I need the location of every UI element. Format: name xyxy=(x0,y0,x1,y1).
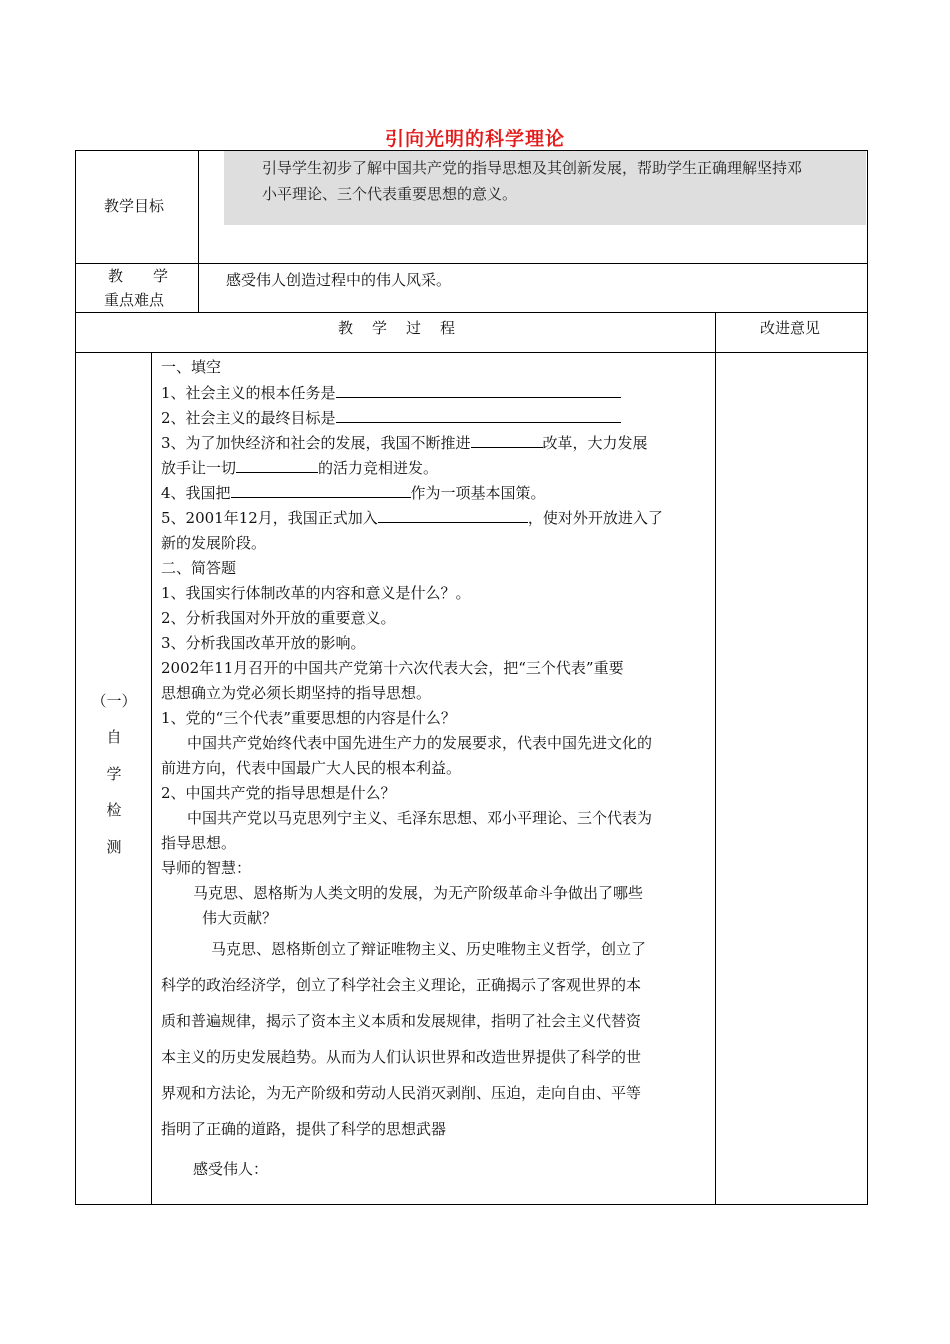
short-question-3: 3、分析我国改革开放的影响。 xyxy=(161,634,366,652)
mentor-question-line-2: 伟大贡献？ xyxy=(202,909,278,927)
section-label-number: （一） xyxy=(91,692,137,710)
key-label-line-1: 教 学 xyxy=(108,267,169,285)
feel-heading: 感受伟人： xyxy=(193,1160,269,1178)
fill-question-3 xyxy=(161,432,648,453)
mentor-heading: 导师的智慧： xyxy=(161,859,252,877)
qa-question-1: 1、党的“三个代表”重要思想的内容是什么？ xyxy=(161,709,456,727)
answer-blank[interactable] xyxy=(378,508,528,523)
key-label-line-2: 重点难点 xyxy=(104,291,165,309)
mentor-answer-line-4: 本主义的历史发展趋势。从而为人们认识世界和改造世界提供了科学的世 xyxy=(161,1048,642,1066)
improve-header: 改进意见 xyxy=(760,319,821,337)
section-label-char-4: 测 xyxy=(106,838,122,856)
mentor-answer-line-5: 界观和方法论，为无产阶级和劳动人民消灭剥削、压迫，走向自由、平等 xyxy=(161,1084,642,1102)
answer-blank[interactable] xyxy=(236,458,318,473)
mentor-answer-line-6: 指明了正确的道路，提供了科学的思想武器 xyxy=(161,1120,447,1138)
goal-text-box xyxy=(224,151,866,225)
qa-answer-1-line-2: 前进方向，代表中国最广大人民的根本利益。 xyxy=(161,759,462,777)
key-text: 感受伟人创造过程中的伟人风采。 xyxy=(226,271,452,289)
fill-question-5 xyxy=(161,507,663,528)
mentor-answer-line-3: 质和普遍规律，揭示了资本主义本质和发展规律，指明了社会主义代替资 xyxy=(161,1012,642,1030)
fill-question-4-text-b: 作为一项基本国策。 xyxy=(410,484,546,502)
fill-question-4-text-a: 4、我国把 xyxy=(161,484,231,502)
goal-text-line-2: 小平理论、三个代表重要思想的意义。 xyxy=(262,185,518,203)
mentor-question-line-1: 马克思、恩格斯为人类文明的发展，为无产阶级革命斗争做出了哪些 xyxy=(193,884,644,902)
short-question-2: 2、分析我国对外开放的重要意义。 xyxy=(161,609,396,627)
fill-question-3-text-c: 放手让一切 xyxy=(161,459,237,477)
short-answer-title: 二、简答题 xyxy=(161,559,237,577)
goal-label: 教学目标 xyxy=(104,197,165,215)
mentor-answer-line-2: 科学的政治经济学，创立了科学社会主义理论，正确揭示了客观世界的本 xyxy=(161,976,642,994)
qa-question-2: 2、中国共产党的指导思想是什么？ xyxy=(161,784,396,802)
fill-question-5-cont: 新的发展阶段。 xyxy=(161,534,267,552)
answer-blank[interactable] xyxy=(336,408,621,423)
paragraph-line: 2002年11月召开的中国共产党第十六次代表大会，把“三个代表”重要 xyxy=(161,659,624,677)
section-label-char-1: 自 xyxy=(106,728,122,746)
section-label-char-3: 检 xyxy=(106,801,122,819)
fill-question-1-text: 1、社会主义的根本任务是 xyxy=(161,384,336,402)
qa-answer-2-line-2: 指导思想。 xyxy=(161,834,237,852)
process-header: 教 学 过 程 xyxy=(338,319,458,337)
fill-question-5-text-b: ，使对外开放进入了 xyxy=(527,509,663,527)
fill-question-3-text-d: 的活力竞相迸发。 xyxy=(318,459,439,477)
mentor-answer-line-1: 马克思、恩格斯创立了辩证唯物主义、历史唯物主义哲学，创立了 xyxy=(211,940,647,958)
fill-question-3-text-b: 改革，大力发展 xyxy=(542,434,648,452)
fill-question-5-text-a: 5、2001年12月，我国正式加入 xyxy=(161,509,378,527)
fill-question-3-cont xyxy=(161,457,438,478)
fill-title: 一、填空 xyxy=(161,358,222,376)
fill-question-2 xyxy=(161,407,621,428)
document-title: 引向光明的科学理论 xyxy=(384,128,565,150)
answer-blank[interactable] xyxy=(471,433,543,448)
qa-answer-2-line-1: 中国共产党以马克思列宁主义、毛泽东思想、邓小平理论、三个代表为 xyxy=(187,809,653,827)
fill-question-4 xyxy=(161,482,546,503)
paragraph-line: 思想确立为党必须长期坚持的指导思想。 xyxy=(161,684,432,702)
answer-blank[interactable] xyxy=(231,483,411,498)
section-label-char-2: 学 xyxy=(106,765,122,783)
fill-question-3-text-a: 3、为了加快经济和社会的发展，我国不断推进 xyxy=(161,434,471,452)
answer-blank[interactable] xyxy=(336,383,621,398)
fill-question-2-text: 2、社会主义的最终目标是 xyxy=(161,409,336,427)
goal-text-line-1: 引导学生初步了解中国共产党的指导思想及其创新发展，帮助学生正确理解坚持邓 xyxy=(262,159,803,177)
fill-question-1 xyxy=(161,382,621,403)
short-question-1: 1、我国实行体制改革的内容和意义是什么？。 xyxy=(161,584,471,602)
qa-answer-1-line-1: 中国共产党始终代表中国先进生产力的发展要求，代表中国先进文化的 xyxy=(187,734,653,752)
